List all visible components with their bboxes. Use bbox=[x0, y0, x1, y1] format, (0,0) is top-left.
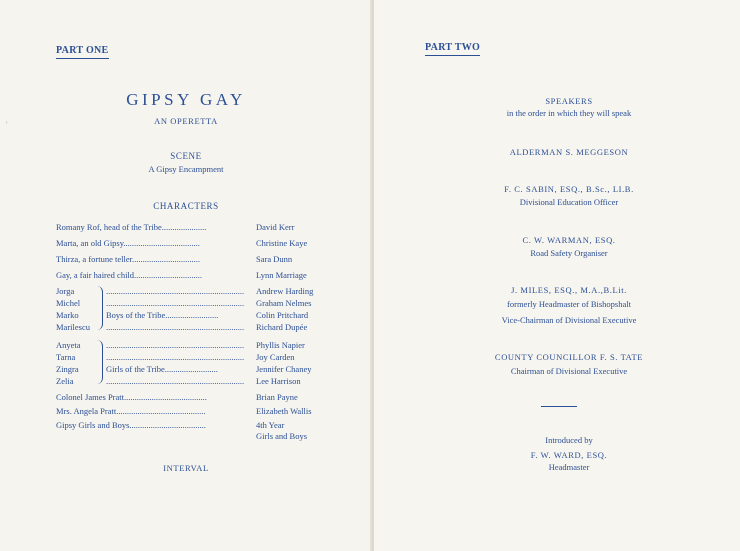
group-member-name: Marilescu bbox=[56, 322, 90, 332]
cast-actor: Joy Carden bbox=[256, 352, 295, 362]
group-member-name: Tarna bbox=[56, 352, 76, 362]
group-label: Girls of the Tribe......................... bbox=[106, 364, 218, 374]
speaker-role: Divisional Education Officer bbox=[519, 197, 619, 207]
speaker-role: Road Safety Organiser bbox=[530, 248, 608, 258]
introduced-by-label: Introduced by bbox=[545, 435, 593, 445]
cast-actor: Andrew Harding bbox=[256, 286, 314, 296]
cast-actor: 4th Year bbox=[256, 420, 285, 430]
dot-leader: ................................................................. bbox=[106, 376, 245, 386]
cast-role: Mrs. Angela Pratt.......................................... bbox=[56, 406, 206, 416]
part-two-page bbox=[374, 0, 740, 551]
section-divider bbox=[541, 406, 577, 407]
cast-actor: Colin Pritchard bbox=[256, 310, 309, 320]
cast-row bbox=[56, 270, 307, 281]
cast-actor: Lee Harrison bbox=[256, 376, 301, 386]
group-member-name: Michel bbox=[56, 298, 81, 308]
cast-role: Gipsy Girls and Boys.................................... bbox=[56, 420, 206, 430]
speaker-role: Vice-Chairman of Divisional Executive bbox=[501, 315, 637, 325]
dot-leader: ................................................................. bbox=[106, 298, 245, 308]
group-bracket bbox=[97, 286, 103, 330]
cast-row bbox=[56, 254, 293, 265]
interval-label: INTERVAL bbox=[163, 463, 209, 473]
cast-role: Thirza, a fortune teller................................ bbox=[56, 254, 200, 264]
characters-heading: CHARACTERS bbox=[153, 201, 219, 211]
group-label: Boys of the Tribe......................... bbox=[106, 310, 219, 320]
cast-row bbox=[56, 420, 307, 441]
operetta-subtitle: AN OPERETTA bbox=[154, 116, 218, 126]
group-bracket bbox=[97, 340, 103, 384]
cast-actor: Richard Dupée bbox=[256, 322, 308, 332]
scene-description: A Gipsy Encampment bbox=[148, 164, 224, 174]
scene-heading: SCENE bbox=[170, 151, 202, 161]
speakers-heading: SPEAKERS bbox=[545, 96, 593, 106]
speaker-name: ALDERMAN S. MEGGESON bbox=[509, 147, 629, 157]
speaker-name: J. MILES, ESQ., M.A.,B.Lit. bbox=[511, 285, 627, 295]
dot-leader: ................................................................. bbox=[106, 340, 245, 350]
cast-row bbox=[56, 238, 308, 249]
part-one-heading: PART ONE bbox=[56, 45, 109, 59]
dot-leader: ................................................................. bbox=[106, 352, 245, 362]
cast-actor: Graham Nelmes bbox=[256, 298, 312, 308]
cast-actor: Elizabeth Wallis bbox=[256, 406, 312, 416]
group-member-name: Zelia bbox=[56, 376, 74, 386]
cast-actor: Brian Payne bbox=[256, 392, 298, 402]
introducer-title: Headmaster bbox=[548, 462, 590, 472]
speakers-subheading: in the order in which they will speak bbox=[506, 108, 632, 118]
cast-actor: Phyllis Napier bbox=[256, 340, 305, 350]
speaker-name: COUNTY COUNCILLOR F. S. TATE bbox=[494, 352, 644, 362]
paper-mark: ' bbox=[6, 120, 8, 130]
speaker-role: Chairman of Divisional Executive bbox=[510, 366, 628, 376]
cast-actor: Jennifer Chaney bbox=[256, 364, 312, 374]
dot-leader: ................................................................. bbox=[106, 286, 245, 296]
part-two-heading: PART TWO bbox=[425, 42, 480, 56]
group-member-name: Marko bbox=[56, 310, 79, 320]
dot-leader: ................................................................. bbox=[106, 322, 245, 332]
cast-actor: Christine Kaye bbox=[256, 238, 308, 248]
group-member-name: Anyeta bbox=[56, 340, 81, 350]
cast-role: Marta, an old Gipsy.................................... bbox=[56, 238, 200, 248]
speaker-name: F. C. SABIN, ESQ., B.Sc., LI.B. bbox=[504, 184, 634, 194]
cast-actor: Sara Dunn bbox=[256, 254, 293, 264]
operetta-title: GIPSY GAY bbox=[126, 90, 246, 109]
cast-row bbox=[56, 392, 298, 403]
cast-row bbox=[56, 222, 295, 233]
cast-role: Gay, a fair haired child................................ bbox=[56, 270, 203, 280]
group-member-name: Jorga bbox=[56, 286, 75, 296]
group-member-name: Zingra bbox=[56, 364, 79, 374]
cast-role: Colonel James Pratt....................................... bbox=[56, 392, 207, 402]
cast-actor: David Kerr bbox=[256, 222, 295, 232]
speaker-name: C. W. WARMAN, ESQ. bbox=[522, 235, 616, 245]
cast-row bbox=[56, 406, 312, 417]
cast-actor: Lynn Marriage bbox=[256, 270, 307, 280]
cast-actor-line-2: Girls and Boys bbox=[256, 431, 307, 441]
introducer-name: F. W. WARD, ESQ. bbox=[530, 450, 608, 460]
cast-role: Romany Rof, head of the Tribe..................... bbox=[56, 222, 207, 232]
speaker-role: formerly Headmaster of Bishopshalt bbox=[507, 299, 631, 309]
